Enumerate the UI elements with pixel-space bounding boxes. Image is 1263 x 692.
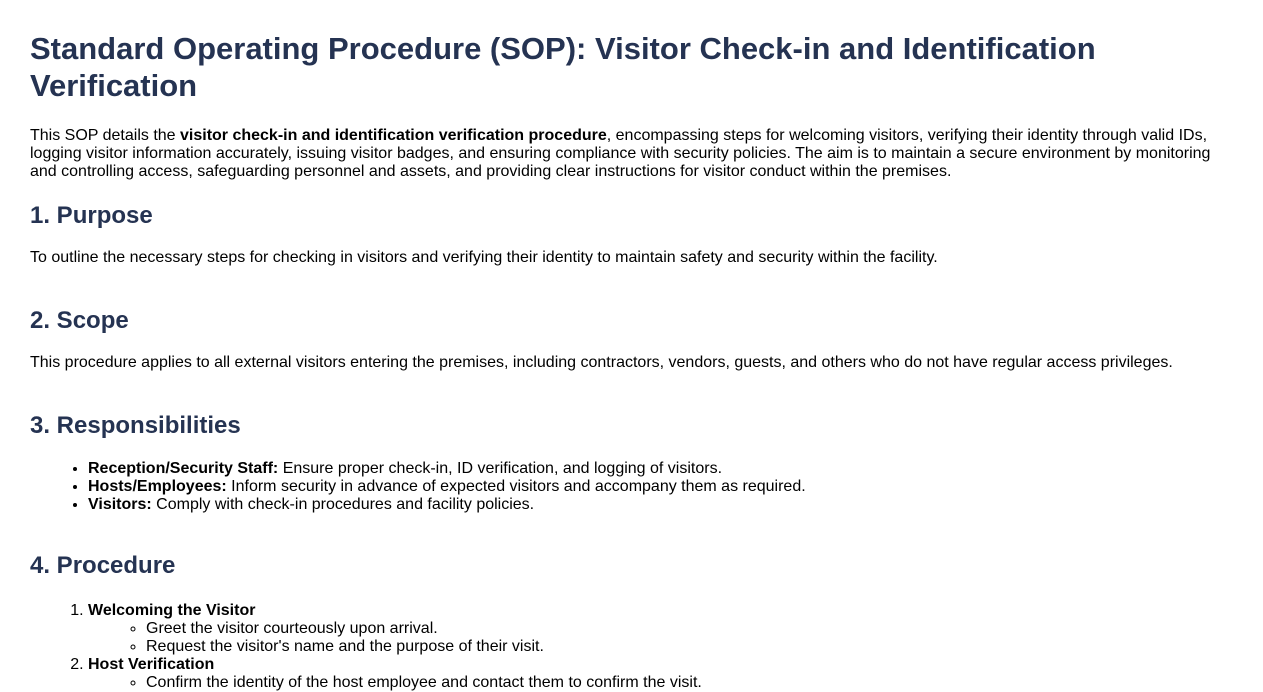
sop-document — [30, 0, 1233, 692]
section-heading-procedure: 4. Procedure — [30, 552, 176, 579]
intro-text-start: This SOP details the — [30, 127, 180, 144]
step-title: Welcoming the Visitor — [88, 602, 256, 619]
list-item: ◦ Greet the visitor courteously upon arrival. — [146, 620, 1233, 638]
role-description: Inform security in advance of expected visitors and accompany them as required. — [226, 478, 806, 495]
role-label: Reception/Security Staff: — [88, 460, 279, 477]
role-description: Ensure proper check-in, ID verification, and logging of visitors. — [278, 460, 723, 477]
procedure-step — [88, 656, 1233, 692]
substep-list — [88, 620, 1233, 656]
procedure-step — [88, 602, 1233, 656]
page-title: Standard Operating Procedure (SOP): Visitor Check-in and Identification Verification — [30, 31, 1096, 103]
responsibilities-list — [30, 460, 1233, 514]
intro-paragraph — [30, 127, 1233, 181]
list-item: ◦ Confirm the identity of the host employee and contact them to confirm the visit. — [146, 674, 1233, 692]
role-label: Hosts/Employees: — [88, 478, 227, 495]
list-item — [88, 460, 1233, 478]
intro-text-end: , encompassing steps for welcoming visitors, verifying their identity through valid IDs, logging visitor information accurately, issuing visitor badges, and ensuring compliance with security policies. The aim is to maintain a secure environment by monitoring and controlling access, safeguarding personnel and assets, and providing clear instructions for visitor conduct within the premises. — [30, 127, 1211, 180]
section-heading-responsibilities: 3. Responsibilities — [30, 412, 241, 439]
procedure-steps-list — [30, 602, 1233, 692]
list-item — [88, 478, 1233, 496]
list-item: ◦ Request the visitor's name and the purpose of their visit. — [146, 638, 1233, 656]
section-heading-scope: 2. Scope — [30, 307, 129, 334]
section-heading-purpose: 1. Purpose — [30, 202, 153, 229]
role-label: Visitors: — [88, 496, 152, 513]
step-title: Host Verification — [88, 656, 215, 673]
scope-text: This procedure applies to all external visitors entering the premises, including contractors, vendors, guests, and others who do not have regular access privileges. — [30, 354, 1173, 371]
intro-text-bold: visitor check-in and identification verification procedure — [180, 127, 607, 144]
list-item — [88, 496, 1233, 514]
substep-list — [88, 674, 1233, 692]
purpose-text: To outline the necessary steps for checking in visitors and verifying their identity to maintain safety and security within the facility. — [30, 249, 938, 266]
role-description: Comply with check-in procedures and facility policies. — [151, 496, 535, 513]
